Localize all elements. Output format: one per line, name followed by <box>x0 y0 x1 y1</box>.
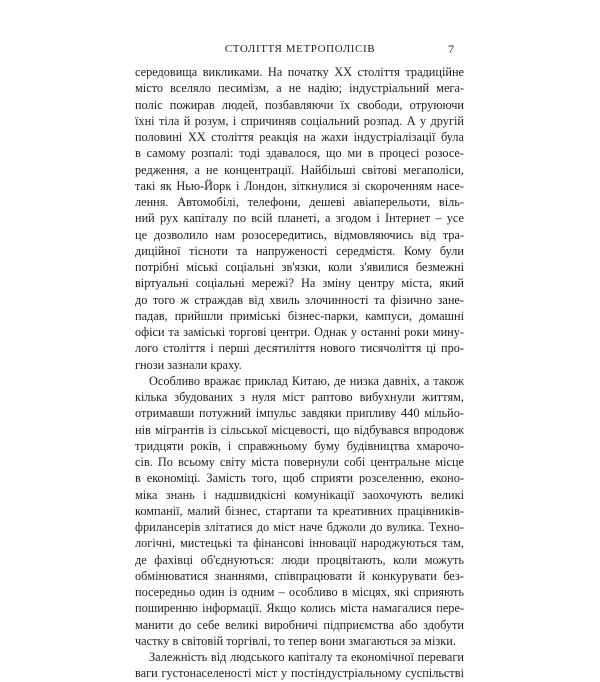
text-line: де фахівці об'єднуються: люди процвітають, коли можуть <box>135 552 464 567</box>
text-line: кілька збудованих з нуля міст раптово вибухнули життям, <box>135 390 464 404</box>
paragraph <box>135 649 464 682</box>
text-line: Залежність від людського капіталу та економічної переваги <box>149 650 464 664</box>
text-line: такі як Нью-Йорк і Лондон, зіткнулися зі скороченням насе- <box>135 178 464 193</box>
text-line: отримавши потужний імпульс завдяки припливу 440 мільйо- <box>135 406 464 421</box>
text-line: місто вселяло песимізм, а не надію; індустріальний мега- <box>135 81 464 96</box>
text-line: тридцяти років, і справжньому буму будівництва хмарочо- <box>135 438 464 453</box>
text-line: логічні, мистецькі та фінансові інновації народжуються там, <box>135 536 464 551</box>
text-line: потрібні міські соціальні зв'язки, коли з'явилися безмежні <box>135 260 464 274</box>
text-line: віртуальні соціальні мережі? На зміну центру міста, який <box>135 276 464 291</box>
text-line: нів мігрантів із сільської місцевості, що відбувався впродовж <box>135 422 464 437</box>
text-line: міка знань і надшвидкісні комунікації заохочують великі <box>135 487 464 502</box>
text-line: посередньо один із одним – особливо в місцях, які сприяють <box>135 585 464 599</box>
text-line: ваги густонаселеності міст у постіндустріальному суспільстві <box>135 666 464 681</box>
running-head <box>0 41 600 57</box>
text-line: Особливо вражає приклад Китаю, де низка давніх, а також <box>149 373 464 388</box>
text-line: редження, а не концентрації. Найбільші світові мегаполіси, <box>135 162 464 177</box>
text-line: половині XX століття реакція на жахи індустріалізації була <box>135 130 464 144</box>
paragraph <box>135 64 464 373</box>
text-line: це дозволило нам розосередитись, відмовляючись від тра- <box>135 227 464 242</box>
running-title: СТОЛІТТЯ МЕТРОПОЛІСІВ <box>224 43 376 55</box>
text-line: компанії, малий бізнес, стартапи та креативних працівників- <box>135 503 464 518</box>
text-line: в економіці. Замість того, щоб сприяти розселенню, еконо- <box>135 471 464 486</box>
text-line: лення. Автомобілі, телефони, дешеві авіаперельоти, віль- <box>135 195 464 209</box>
text-line: поширенню інформації. Якщо колись міста намагалися пере- <box>135 601 464 616</box>
text-line: падав, прийшли приміські бізнес-парки, кампуси, домашні <box>135 308 464 323</box>
body-text <box>135 64 464 682</box>
text-line: частку в світовій торгівлі, то тепер вони змагаються за мізки. <box>135 633 456 648</box>
text-line: їхні тіла й розум, і спричиняв соціальний розпад. А у другій <box>135 113 464 128</box>
text-line: фрилансерів злітатися до міст наче бджоли до вулика. Техно- <box>135 520 464 534</box>
text-line: диційної тісноти та напруженості середмістя. Кому були <box>135 243 464 258</box>
text-line: офіси та заміські торгові центри. Однак у останні роки мину- <box>135 325 464 339</box>
text-line: в самому розпалі: тоді здавалося, що ми в процесі розосе- <box>135 146 464 161</box>
text-line: обмінюватися знаннями, співпрацювати й конкурувати без- <box>135 568 464 583</box>
text-line: ний рух капіталу по всій планеті, а згодом і Інтернет – усе <box>135 211 464 226</box>
paragraph <box>135 373 464 649</box>
page-number: 7 <box>448 42 454 56</box>
text-line: поліс пожирав людей, позбавляючи їх свободи, отруюючи <box>135 97 464 112</box>
text-line: гнози зазнали краху. <box>135 357 242 372</box>
text-line: до того ж страждав від хвиль злочинності та фізично зане- <box>135 292 464 307</box>
text-line: середовища викликами. На початку XX століття традиційне <box>135 65 464 79</box>
text-line: сів. По всьому світу міста повернули собі центральне місце <box>135 455 464 469</box>
text-line: лого століття і перші десятиліття нового тисячоліття ці про- <box>135 341 464 356</box>
text-line: манити до себе великі виробничі підприємства або здобути <box>135 617 464 632</box>
